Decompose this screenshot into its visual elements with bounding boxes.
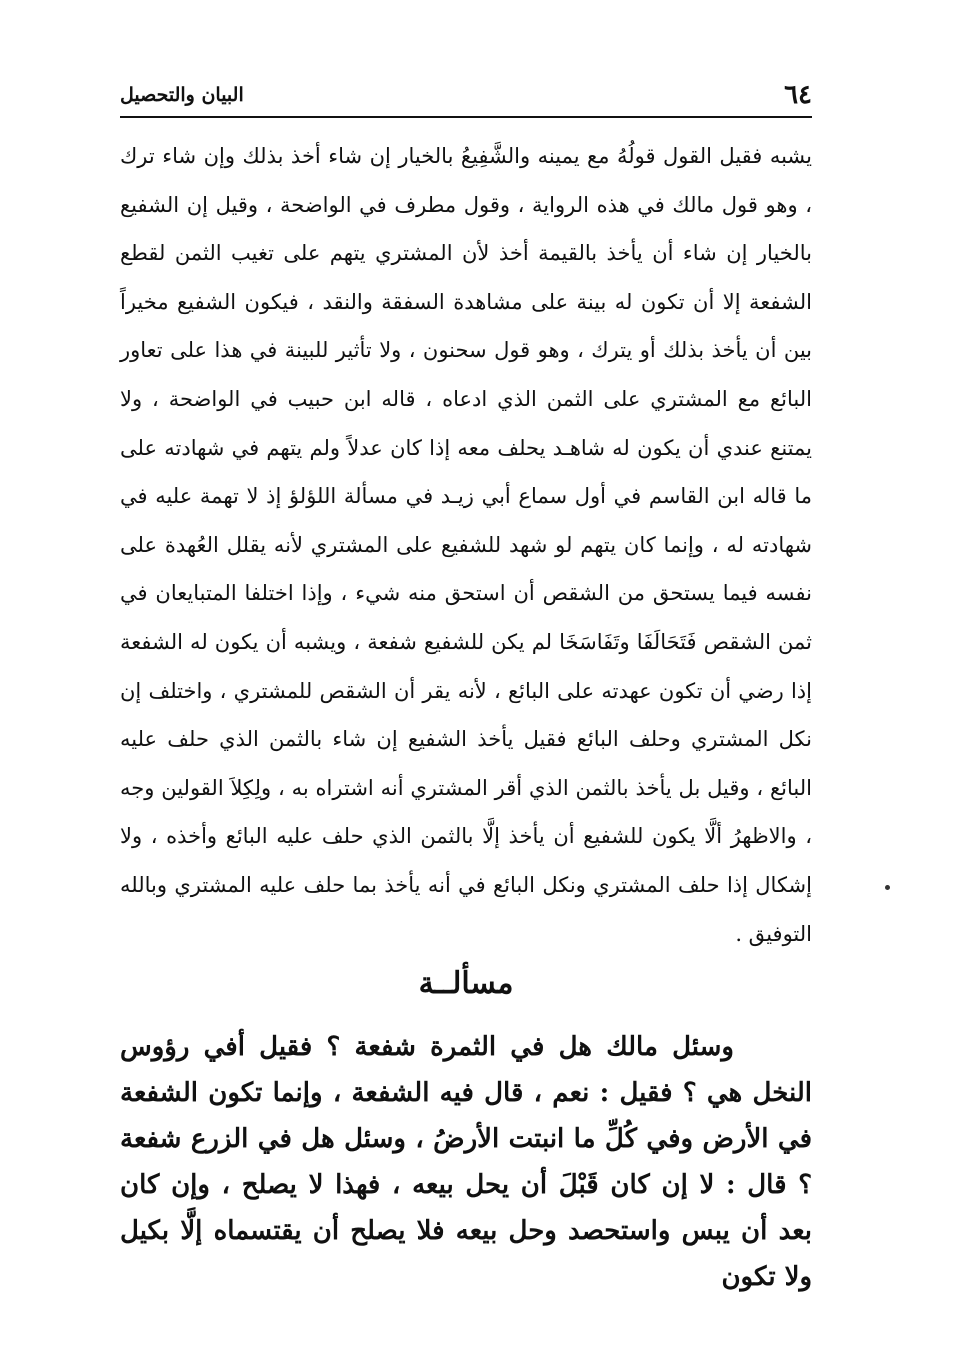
running-title: البيان والتحصيل — [120, 84, 244, 106]
header-divider — [120, 116, 812, 118]
commentary-text — [120, 132, 812, 958]
section-heading: مسألــة — [418, 966, 514, 1001]
question-paragraph: وسئل مالك هل في الثمرة شفعة ؟ فقيل أفي رؤوس النخل هي ؟ فقيل : نعم ، قال فيه الشفعة ، وإنما تكون الشفعة في الأرض وفي كُلِّ ما انبتت الأرضُ ، وسئل هل في الزرع شفعة ؟ قال : لا إن كان قَبْلَ أن يحل بيعه ، فهذا لا يصلح ، وإن كان بعد أن يبس واستحصد وحل بيعه فلا يصلح أن يقتسماه إلَّا بكيل ولا تكون — [120, 1032, 812, 1292]
page-header — [120, 78, 812, 112]
scan-speck — [885, 885, 890, 890]
commentary-paragraph: يشبه فقيل القول قولُهُ مع يمينه والشَّفِيعُ بالخيار إن شاء أخذ بذلك وإن شاء ترك ، وهو قول مالك في هذه الرواية ، وقول مطرف في الواضحة ، وقيل إن الشفيع بالخيار إن شاء أن يأخذ بالقيمة أخذ لأن المشتري يتهم على تغيب الثمن لقطع الشفعة إلا أن تكون له بينة على مشاهدة السفقة والنقد ، فيكون الشفيع مخيراً بين أن يأخذ بذلك أو يترك ، وهو قول سحنون ، ولا تأثير للبينة في هذا على تعاور البائع مع المشتري على الثمن الذي ادعاه ، قاله ابن حبيب في الواضحة ، ولا يمتنع عندي أن يكون له شاهـد يحلف معه إذا كان عدلاً ولم يتهم في شهادته على ما قاله ابن القاسم في أول سماع أبي زيـد في مسألة اللؤلؤ إذ لا تهمة عليه في شهادته له ، وإنما كان يتهم لو شهد للشفيع على المشتري لأنه يقلل العُهدة على نفسه فيما يستحق من الشقص أن استحق منه شيء ، وإذا اختلفا المتبايعان في ثمن الشقص فَتَحَالَفَا وتَفَاسَخَا لم يكن للشفيع شفعة ، ويشبه أن يكون له الشفعة إذا رضي أن تكون عهدته على البائع ، لأنه يقر أن الشقص للمشتري ، واختلف إن نكل المشتري وحلف البائع فقيل يأخذ الشفيع إن شاء بالثمن الذي حلف عليه البائع ، وقيل بل يأخذ بالثمن الذي أقر المشتري أنه اشتراه به ، ولِكِلاَ القولين وجه ، والاظهرُ ألَّا يكون للشفيع أن يأخذ إلَّا بالثمن الذي حلف عليه البائع وأخذه ، ولا إشكال إذا حلف المشتري ونكل البائع في أنه يأخذ بما حلف عليه المشتري وبالله التوفيق . — [120, 144, 812, 946]
question-text — [120, 1024, 812, 1300]
page-number: ٦٤ — [784, 80, 812, 110]
